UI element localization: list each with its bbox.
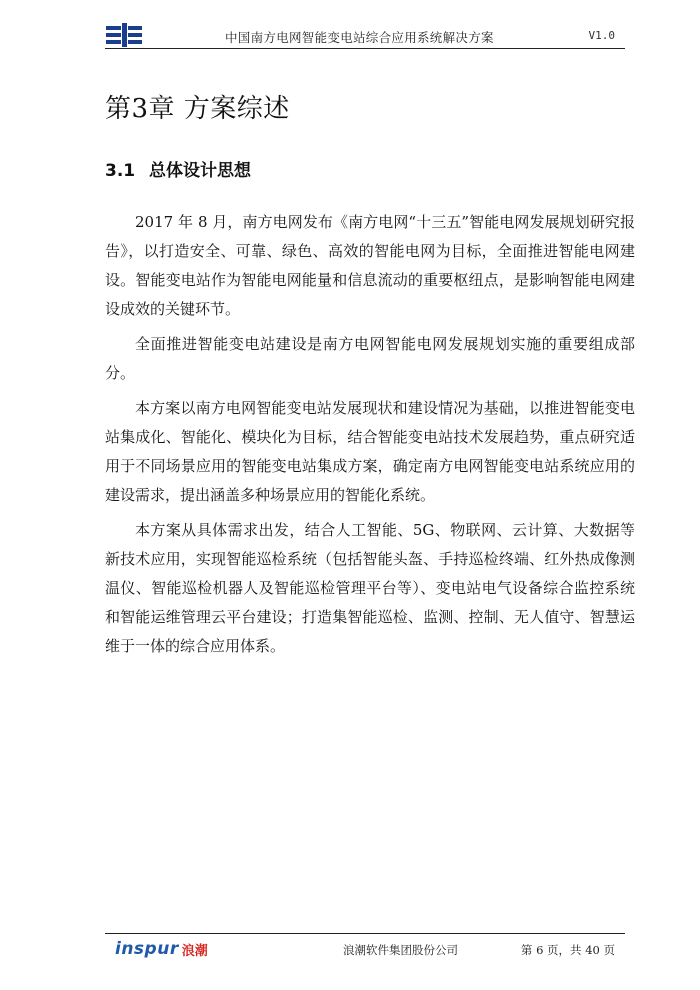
page-header bbox=[105, 22, 625, 48]
header-title: 中国南方电网智能变电站综合应用系统解决方案 bbox=[225, 30, 494, 45]
csg-logo-icon bbox=[105, 22, 143, 48]
section-heading bbox=[105, 156, 251, 181]
section-number: 3.1 bbox=[105, 161, 136, 181]
paragraph: 本方案以南方电网智能变电站发展现状和建设情况为基础，以推进智能变电站集成化、智能化、模块化为目标，结合智能变电站技术发展趋势，重点研究适用于不同场景应用的智能变电站集成方案，确定南方电网智能变电站系统应用的建设需求，提出涵盖多种场景应用的智能化系统。 bbox=[105, 399, 635, 504]
paragraph: 全面推进智能变电站建设是南方电网智能电网发展规划实施的重要组成部分。 bbox=[105, 335, 635, 382]
inspur-logo-text: inspur bbox=[115, 939, 179, 959]
inspur-logo bbox=[115, 938, 208, 960]
paragraph: 2017 年 8 月，南方电网发布《南方电网“十三五”智能电网发展规划研究报告》，以打造安全、可靠、绿色、高效的智能电网为目标，全面推进智能电网建设。智能变电站作为智能电网能量和信息流动的重要枢纽点，是影响智能电网建设成效的关键环节。 bbox=[105, 213, 635, 318]
footer-page-number: 第 6 页，共 40 页 bbox=[520, 943, 615, 957]
chapter-title: 第3章 方案综述 bbox=[105, 94, 290, 124]
body-text bbox=[105, 208, 635, 667]
inspur-logo-cn: 浪潮 bbox=[181, 943, 208, 959]
footer-company: 浪潮软件集团股份公司 bbox=[343, 943, 458, 957]
header-divider bbox=[105, 48, 625, 49]
header-version: V1.0 bbox=[588, 29, 615, 42]
paragraph: 本方案从具体需求出发，结合人工智能、5G、物联网、云计算、大数据等新技术应用，实现智能巡检系统（包括智能头盔、手持巡检终端、红外热成像测温仪、智能巡检机器人及智能巡检管理平台等）、变电站电气设备综合监控系统和智能运维管理云平台建设；打造集智能巡检、监测、控制、无人值守、智慧运维于一体的综合应用体系。 bbox=[105, 521, 635, 655]
page-footer bbox=[105, 940, 625, 962]
section-title: 总体设计思想 bbox=[149, 161, 251, 181]
footer-divider bbox=[105, 933, 625, 934]
